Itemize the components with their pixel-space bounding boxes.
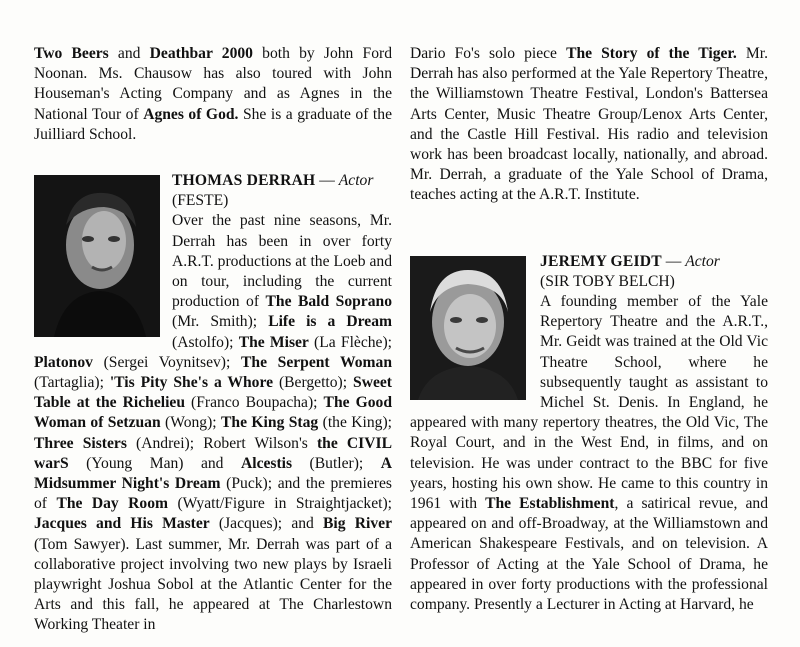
text-run: (Tom Sawyer). Last summer, Mr. Derrah was part of a collaborative project involving two new plays by Israeli playwright Joshua Sobol at the Atlantic Center for the Arts and this fall, he appeared at The Charlestown Working Theater in xyxy=(34,535,392,634)
thomas-derrah-photo xyxy=(34,175,160,337)
geidt-dash: — xyxy=(661,252,686,270)
text-run: (Astolfo); xyxy=(172,333,239,351)
derrah-name: THOMAS DERRAH xyxy=(172,172,316,190)
production-title: the CIVIL warS xyxy=(34,434,392,472)
intro-paragraph xyxy=(34,44,392,145)
geidt-role: Actor xyxy=(685,252,720,270)
production-title: The Good Woman of Setzuan xyxy=(34,394,392,432)
text-run: (Sergei Voynitsev); xyxy=(92,353,241,371)
production-title: Platonov xyxy=(34,353,93,371)
production-title: Life is a Dream xyxy=(268,313,392,331)
production-title: Three Sisters xyxy=(34,434,127,452)
geidt-character: (SIR TOBY BELCH) xyxy=(540,272,675,290)
production-title: The King Stag xyxy=(221,414,319,432)
text-run: A founding member of the Yale Repertory Theatre and the A.R.T., Mr. Geidt was trained at the Old Vic Theatre School, where he subsequently taught as assistant to Michel St. Denis. In England, he appeared with many repertory theatres, the Old Vic, The Royal Court, and in the West End, in films, and on television. He was under contract to the BBC for five years, hosting his own show. He came to this country in 1961 with xyxy=(410,293,768,513)
text-run: (Young Man) and xyxy=(68,454,241,472)
jeremy-geidt-photo xyxy=(410,256,526,400)
text-run: (Franco Boupacha); xyxy=(185,394,324,412)
text-run: She is a graduate of the Juilliard School. xyxy=(34,105,392,143)
text-run: Over the past nine seasons, Mr. Derrah has been in over forty A.R.T. productions at the Loeb and on tour, including the current production of xyxy=(172,212,392,311)
production-title: Alcestis xyxy=(240,454,293,472)
text-run: (Butler); xyxy=(292,454,381,472)
production-title: Sweet Table at the Richelieu xyxy=(34,374,392,412)
text-run: (Wyatt/Figure in Straightjacket); xyxy=(168,495,392,513)
right-column xyxy=(410,44,768,615)
production-title: Two Beers xyxy=(34,45,109,62)
text-run: , a satirical revue, and appeared on and off-Broadway, at the Williamstown and American Shakespeare Festivals, and on television. A Professor of Acting at the Yale School of Drama, he appeared in over forty productions with the professional company. Presently a Lecturer in Acting at Harvard, he xyxy=(410,495,768,614)
derrah-dash: — xyxy=(315,172,339,190)
text-run: (Andrei); Robert Wilson's xyxy=(126,434,317,452)
text-run: both by John Ford Noonan. Ms. Chausow has also toured with John Houseman's Acting Company and as Agnes in the National Tour of xyxy=(34,45,392,123)
production-title: A Midsummer Night's Dream xyxy=(34,454,393,493)
production-title: 'Tis Pity She's a Whore xyxy=(109,374,274,392)
text-run: (Tartaglia); xyxy=(34,374,110,392)
text-run: (Wong); xyxy=(160,414,222,432)
text-run: (Jacques); and xyxy=(209,515,324,533)
production-title: Deathbar 2000 xyxy=(149,45,253,62)
bio-thomas-derrah xyxy=(34,171,392,636)
derrah-bio-continued xyxy=(410,44,768,206)
production-title: Agnes of God. xyxy=(143,105,239,123)
geidt-name: JEREMY GEIDT xyxy=(540,252,662,270)
production-title: The Bald Soprano xyxy=(265,293,392,311)
text-run: Dario Fo's solo piece xyxy=(410,45,567,62)
text-run: Mr. Derrah has also performed at the Yale Repertory Theatre, the Williamstown Theatre Festival, London's Battersea Arts Center, Music Theatre Group/Lenox Arts Center, and the Castle Hill Festival. His radio and television work has been broadcast locally, nationally, and abroad. Mr. Derrah, a graduate of the Yale School of Drama, teaches acting at the A.R.T. Institute. xyxy=(410,45,768,204)
production-title: The Day Room xyxy=(56,495,169,513)
text-run: (La Flèche); xyxy=(308,333,392,351)
text-run: (Mr. Smith); xyxy=(172,313,269,331)
bio-jeremy-geidt xyxy=(410,252,768,616)
production-title: The Miser xyxy=(238,333,309,351)
production-title: Jacques and His Master xyxy=(34,515,210,533)
production-title: Big River xyxy=(323,515,392,533)
text-run: (Puck); and the premieres of xyxy=(34,475,392,513)
text-run: and xyxy=(108,45,150,62)
derrah-role: Actor xyxy=(338,172,374,190)
derrah-character: (FESTE) xyxy=(172,192,229,210)
left-column xyxy=(34,44,392,636)
production-title: The Story of the Tiger. xyxy=(566,45,737,62)
text-run: (Bergetto); xyxy=(273,374,354,392)
production-title: The Serpent Woman xyxy=(241,353,392,371)
text-run: (the King); xyxy=(318,414,392,432)
production-title: The Establishment xyxy=(485,495,615,513)
